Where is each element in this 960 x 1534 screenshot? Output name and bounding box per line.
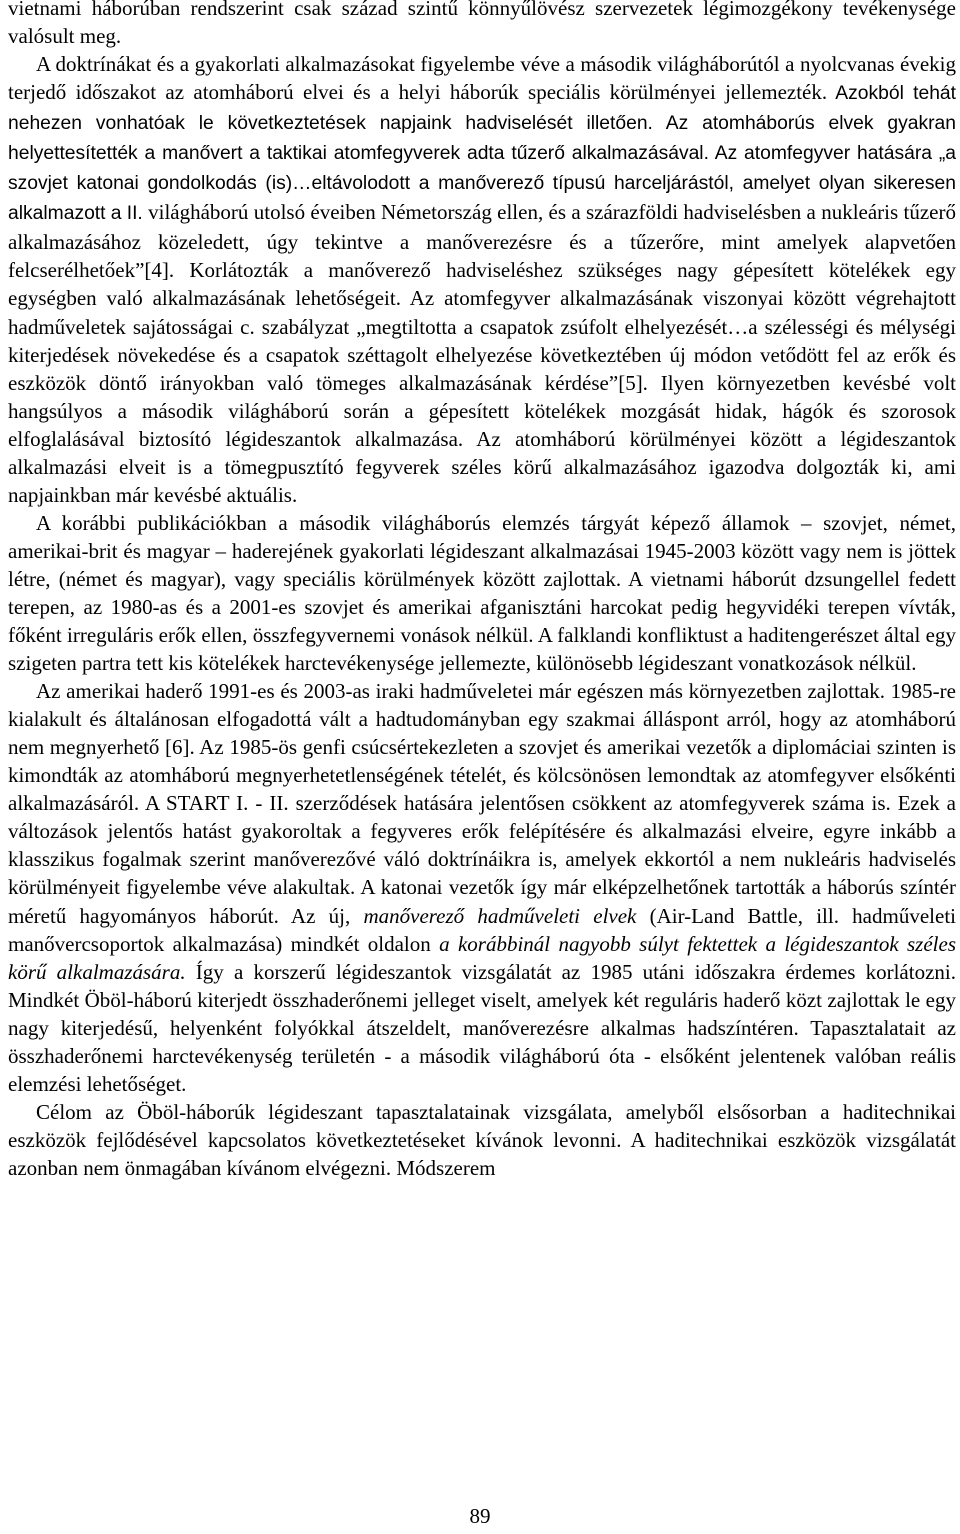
paragraph	[8, 1098, 956, 1182]
paragraph	[8, 0, 956, 50]
text-run: A doktrínákat és a gyakorlati alkalmazásokat figyelembe véve a második világháborútól a nyolcvanas évekig terjedő időszakot az atomháború elvei és a helyi háborúk speciális körülményei jellemezték.	[8, 52, 956, 105]
text-run: Az amerikai haderő 1991-es és 2003-as iraki hadműveletei már egészen más környezetben zajlottak. 1985-re kialakult és általánosan elfogadottá vált a hadtudományban egy szakmai álláspont arról, hogy az atomháború nem megnyerhető [6]. Az 1985-ös genfi csúcsértekezleten a szovjet és amerikai vezetők a diplomáciai szinten is kimondták az atomháború megnyerhetetlenségének tételét, és kölcsönösen lemondtak az atomfegyver elsőkénti alkalmazásáról. A START I. - II. szerződések hatására jelentősen csökkent az atomfegyverek száma is. Ezek a változások jelentős hatást gyakoroltak a fegyveres erők felépítésére és alkalmazási elveire, egyre inkább a klasszikus fogalmak szerint manőverezővé váló doktrínáikra is, amelyek ekkortól a nem nukleáris hadviselés körülményeit figyelembe véve alakultak. A katonai vezetők így már elképzelhetőnek tartották a háborús színtér méretű hagyományos háborút. Az új,	[8, 679, 956, 928]
paragraph	[8, 509, 956, 677]
text-run: Így a korszerű légideszantok vizsgálatát az 1985 utáni időszakra érdemes korlátozni. Mindkét Öböl-háború kiterjedt összhaderőnemi jelleget viselt, amelyek két reguláris haderő közt zajlottak le egy nagy kiterjedésű, helyenként folyókkal átszeldelt, manőverezésre alkalmas hadszíntéren. Tapasztalatait az összhaderőnemi harctevékenység területén - a második világháború óta - elsőként jelentenek valóban reális elemzési lehetőséget.	[8, 959, 956, 1096]
page-body	[8, 0, 956, 1182]
page-number: 89	[469, 1504, 491, 1528]
text-run: (Air-Land Battle, ill. hadműveleti manővercsoportok alkalmazása) mindkét oldalon	[8, 903, 956, 956]
text-run: vietnami háborúban rendszerint csak század szintű könnyűlövész szervezetek légimozgékony tevékenysége valósult meg.	[8, 0, 956, 49]
emphasis-text: manőverező hadműveleti elvek	[363, 903, 637, 928]
sans-text-run: Azokból tehát nehezen vonhatóak le következtetések napjaink hadviselését illetően. Az atomháborús elvek gyakran helyettesítették a manővert a taktikai atomfegyverek adta tűzerő alkalmazásával. Az atomfegyver hatására „a szovjet katonai gondolkodás (is)…eltávolodott a manőverező típusú harceljárástól, amelyet olyan sikeresen alkalmazott a II.	[8, 83, 957, 225]
paragraph	[8, 677, 956, 1098]
text-run: világháború utolsó éveiben Németország ellen, és a szárazföldi hadviselésben a nukleáris tűzerő alkalmazásához közeledett, úgy tekintve a manőverezésre és a tűzerőre, mint amelyek alapvetően felcserélhetőek”[4]. Korlátozták a manőverező hadviseléshez szükséges nagy gépesített kötelékek egy egységben való alkalmazásának lehetőségeit. Az atomfegyver alkalmazásának viszonyai között végrehajtott hadműveletek sajátosságai c. szabályzat „megtiltotta a csapatok zsúfolt elhelyezését…a szélességi és mélységi kiterjedések növekedése és a csapatok széttagolt elhelyezése következtében új módon vetődött fel az erők és eszközök döntő irányokban való tömeges alkalmazásának kérdése”[5]. Ilyen környezetben kevésbé volt hangsúlyos a második világháború során a gépesített kötelékek mozgását hidak, hágók és szorosok elfoglalásával biztosító légideszantok alkalmazása. Az atomháború körülményei között a légideszantok alkalmazási elveit is a tömegpusztító fegyverek széles körű alkalmazásához igazodva dolgozták ki, ami napjainkban már kevésbé aktuális.	[8, 200, 956, 507]
text-run: A korábbi publikációkban a második világháborús elemzés tárgyát képező államok – szovjet, német, amerikai-brit és magyar – haderejének gyakorlati légideszant alkalmazásai 1945-2003 között vagy nem is jöttek létre, (német és magyar), vagy speciális körülmények között zajlottak. A vietnami háborút dzsungellel fedett terepen, az 1980-as és a 2001-es szovjet és amerikai afganisztáni harcokat pedig hegyvidéki terepen vívták, főként irreguláris erők ellen, összfegyvernemi vonások nélkül. A falklandi konfliktust a haditengerészet által egy szigeten partra tett kis kötelékek harctevékenysége jellemezte, különösebb légideszant vonatkozások nélkül.	[8, 510, 956, 676]
paragraph	[8, 50, 956, 509]
emphasis-text: a korábbinál nagyobb súlyt fektettek a légideszantok széles körű alkalmazására.	[8, 931, 957, 984]
text-run: Célom az Öböl-háborúk légideszant tapasztalatainak vizsgálata, amelyből elsősorban a haditechnikai eszközök fejlődésével kapcsolatos következtetéseket kívánok levonni. A haditechnikai eszközök vizsgálatát azonban nem önmagában kívánom elvégezni. Módszerem	[8, 1099, 956, 1180]
